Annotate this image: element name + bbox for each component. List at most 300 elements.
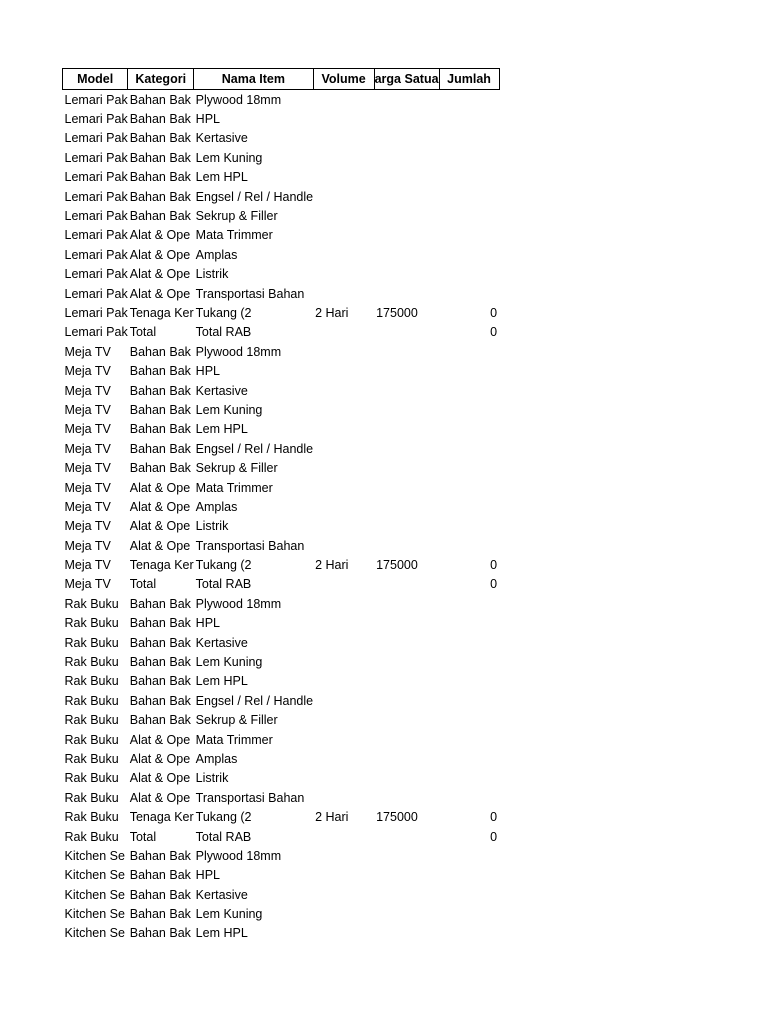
cell-kategori[interactable]: Alat & Ope — [129, 751, 191, 766]
cell-model[interactable]: Rak Buku — [64, 790, 119, 805]
cell-volume[interactable] — [313, 168, 374, 187]
cell-model[interactable]: Lemari Pak — [64, 267, 128, 282]
cell-harga-satuan[interactable]: 175000 — [376, 810, 418, 825]
cell-model[interactable]: Lemari Pak — [64, 150, 128, 165]
cell-volume[interactable] — [313, 400, 374, 419]
cell-model[interactable]: Rak Buku — [64, 732, 119, 747]
cell-volume[interactable] — [313, 536, 374, 555]
cell-volume[interactable] — [313, 846, 374, 865]
table-row — [63, 788, 500, 807]
cell-nama-item[interactable]: Listrik — [195, 267, 229, 282]
cell-jumlah[interactable]: 0 — [490, 829, 498, 844]
cell-volume[interactable] — [313, 691, 374, 710]
cell-kategori[interactable]: Bahan Bak — [129, 92, 191, 107]
cell-volume[interactable] — [313, 265, 374, 284]
cell-nama-item[interactable]: HPL — [195, 112, 220, 127]
cell-jumlah[interactable]: 0 — [490, 305, 498, 320]
cell-model[interactable]: Rak Buku — [64, 810, 119, 825]
cell-jumlah[interactable] — [439, 904, 499, 923]
cell-volume[interactable] — [313, 517, 374, 536]
cell-jumlah[interactable] — [439, 633, 499, 652]
cell-volume[interactable] — [313, 652, 374, 671]
cell-harga-satuan[interactable] — [374, 400, 439, 419]
cell-kategori[interactable]: Alat & Ope — [129, 228, 191, 243]
cell-kategori[interactable]: Tenaga Ker — [129, 305, 194, 320]
cell-harga-satuan[interactable] — [374, 226, 439, 245]
cell-jumlah[interactable] — [439, 536, 499, 555]
cell-harga-satuan[interactable] — [374, 846, 439, 865]
cell-kategori[interactable]: Bahan Bak — [129, 713, 191, 728]
cell-jumlah[interactable] — [439, 478, 499, 497]
cell-volume[interactable] — [313, 420, 374, 439]
cell-nama-item[interactable]: Lem HPL — [195, 674, 248, 689]
cell-nama-item[interactable]: Mata Trimmer — [195, 480, 273, 495]
cell-harga-satuan[interactable] — [374, 245, 439, 264]
cell-volume[interactable] — [313, 788, 374, 807]
cell-kategori[interactable]: Bahan Bak — [129, 189, 191, 204]
cell-nama-item[interactable]: Total RAB — [195, 829, 252, 844]
cell-model[interactable]: Kitchen Se — [64, 868, 125, 883]
cell-kategori[interactable]: Alat & Ope — [129, 519, 191, 534]
cell-jumlah[interactable]: 0 — [490, 325, 498, 340]
table-row — [63, 807, 500, 826]
cell-nama-item[interactable]: Sekrup & Filler — [195, 713, 278, 728]
cell-jumlah[interactable] — [439, 458, 499, 477]
cell-jumlah[interactable] — [439, 788, 499, 807]
cell-model[interactable]: Rak Buku — [64, 616, 119, 631]
cell-harga-satuan[interactable]: 175000 — [376, 558, 418, 573]
table-row — [63, 497, 500, 516]
cell-harga-satuan[interactable] — [374, 361, 439, 380]
cell-nama-item[interactable]: Plywood 18mm — [195, 92, 282, 107]
cell-kategori[interactable]: Bahan Bak — [129, 209, 191, 224]
cell-kategori[interactable]: Alat & Ope — [129, 732, 191, 747]
cell-kategori[interactable]: Total — [129, 577, 157, 592]
table-row — [63, 691, 500, 710]
cell-harga-satuan[interactable] — [374, 885, 439, 904]
cell-jumlah[interactable] — [439, 342, 499, 361]
table-row — [63, 575, 500, 594]
cell-nama-item[interactable]: Plywood 18mm — [195, 344, 282, 359]
cell-nama-item[interactable]: Lem HPL — [195, 422, 248, 437]
cell-jumlah[interactable] — [439, 361, 499, 380]
cell-jumlah[interactable] — [439, 594, 499, 613]
header-nama-item: Nama Item — [194, 69, 313, 90]
cell-volume[interactable] — [313, 866, 374, 885]
cell-model[interactable]: Lemari Pak — [64, 112, 128, 127]
cell-model[interactable]: Rak Buku — [64, 771, 119, 786]
cell-harga-satuan[interactable] — [374, 575, 439, 594]
cell-kategori[interactable]: Total — [129, 829, 157, 844]
cell-jumlah[interactable] — [439, 691, 499, 710]
table-row — [63, 555, 500, 574]
table-row — [63, 536, 500, 555]
table-row — [63, 439, 500, 458]
cell-volume[interactable] — [313, 187, 374, 206]
cell-volume[interactable] — [313, 633, 374, 652]
cell-model[interactable]: Rak Buku — [64, 713, 119, 728]
cell-nama-item[interactable]: Lem Kuning — [195, 655, 263, 670]
cell-kategori[interactable]: Bahan Bak — [129, 422, 191, 437]
cell-jumlah[interactable] — [439, 129, 499, 148]
cell-harga-satuan[interactable] — [374, 420, 439, 439]
cell-harga-satuan[interactable] — [374, 749, 439, 768]
cell-nama-item[interactable]: Engsel / Rel / Handle — [195, 441, 314, 456]
cell-nama-item[interactable]: Engsel / Rel / Handle — [195, 693, 314, 708]
cell-volume[interactable] — [313, 711, 374, 730]
cell-harga-satuan[interactable] — [374, 866, 439, 885]
table-row — [63, 420, 500, 439]
cell-kategori[interactable]: Tenaga Ker — [129, 810, 194, 825]
cell-jumlah[interactable] — [439, 245, 499, 264]
cell-model[interactable]: Rak Buku — [64, 596, 119, 611]
cell-jumlah[interactable] — [439, 265, 499, 284]
cell-volume[interactable] — [313, 226, 374, 245]
cell-harga-satuan[interactable] — [374, 594, 439, 613]
cell-model[interactable]: Rak Buku — [64, 693, 119, 708]
header-row — [63, 69, 500, 90]
cell-jumlah[interactable] — [439, 497, 499, 516]
cell-volume[interactable] — [313, 730, 374, 749]
table-row — [63, 478, 500, 497]
cell-harga-satuan[interactable] — [374, 827, 439, 846]
cell-kategori[interactable]: Bahan Bak — [129, 364, 191, 379]
cell-kategori[interactable]: Alat & Ope — [129, 480, 191, 495]
cell-volume[interactable] — [313, 439, 374, 458]
cell-kategori[interactable]: Bahan Bak — [129, 926, 191, 941]
cell-harga-satuan[interactable] — [374, 284, 439, 303]
cell-model[interactable]: Lemari Pak — [64, 131, 128, 146]
cell-harga-satuan[interactable] — [374, 711, 439, 730]
cell-volume[interactable] — [313, 478, 374, 497]
cell-volume[interactable] — [313, 109, 374, 128]
cell-volume[interactable] — [313, 342, 374, 361]
cell-kategori[interactable]: Alat & Ope — [129, 790, 191, 805]
cell-jumlah[interactable] — [439, 284, 499, 303]
cell-model[interactable]: Lemari Pak — [64, 170, 128, 185]
header-harga-satuan: arga Satua — [374, 69, 439, 90]
cell-harga-satuan[interactable] — [374, 769, 439, 788]
table-row — [63, 206, 500, 225]
cell-volume[interactable] — [313, 148, 374, 167]
cell-nama-item[interactable]: Lem Kuning — [195, 150, 263, 165]
cell-nama-item[interactable]: Lem Kuning — [195, 402, 263, 417]
cell-jumlah[interactable] — [439, 924, 499, 943]
cell-nama-item[interactable]: Amplas — [195, 751, 238, 766]
cell-volume[interactable]: 2 Hari — [315, 810, 349, 825]
cell-model[interactable]: Meja TV — [64, 441, 111, 456]
cell-harga-satuan[interactable] — [374, 672, 439, 691]
cell-kategori[interactable]: Bahan Bak — [129, 383, 191, 398]
cell-jumlah[interactable] — [439, 420, 499, 439]
table-row — [63, 885, 500, 904]
cell-nama-item[interactable]: Kertasive — [195, 887, 248, 902]
cell-harga-satuan[interactable] — [374, 129, 439, 148]
cell-jumlah[interactable] — [439, 730, 499, 749]
cell-nama-item[interactable]: Lem HPL — [195, 170, 248, 185]
table-row — [63, 749, 500, 768]
cell-kategori[interactable]: Bahan Bak — [129, 655, 191, 670]
cell-harga-satuan[interactable] — [374, 148, 439, 167]
cell-harga-satuan[interactable] — [374, 439, 439, 458]
cell-nama-item[interactable]: Plywood 18mm — [195, 596, 282, 611]
cell-harga-satuan[interactable] — [374, 614, 439, 633]
cell-volume[interactable] — [313, 497, 374, 516]
cell-nama-item[interactable]: Lem HPL — [195, 926, 248, 941]
cell-nama-item[interactable]: Tukang (2 — [195, 558, 252, 573]
cell-model[interactable]: Meja TV — [64, 383, 111, 398]
cell-volume[interactable] — [313, 924, 374, 943]
cell-jumlah[interactable] — [439, 400, 499, 419]
cell-nama-item[interactable]: Kertasive — [195, 131, 248, 146]
cell-model[interactable]: Meja TV — [64, 422, 111, 437]
cell-model[interactable]: Meja TV — [64, 480, 111, 495]
table-row — [63, 342, 500, 361]
cell-model[interactable]: Lemari Pak — [64, 228, 128, 243]
cell-volume[interactable] — [313, 827, 374, 846]
cell-volume[interactable] — [313, 206, 374, 225]
cell-harga-satuan[interactable] — [374, 788, 439, 807]
cell-volume[interactable] — [313, 90, 374, 110]
cell-nama-item[interactable]: Sekrup & Filler — [195, 461, 278, 476]
cell-nama-item[interactable]: Sekrup & Filler — [195, 209, 278, 224]
cell-model[interactable]: Kitchen Se — [64, 907, 125, 922]
cell-model[interactable]: Kitchen Se — [64, 926, 125, 941]
cell-volume[interactable] — [313, 361, 374, 380]
cell-harga-satuan[interactable] — [374, 265, 439, 284]
cell-jumlah[interactable] — [439, 381, 499, 400]
cell-harga-satuan[interactable] — [374, 730, 439, 749]
cell-kategori[interactable]: Bahan Bak — [129, 150, 191, 165]
cell-harga-satuan[interactable] — [374, 517, 439, 536]
cell-harga-satuan[interactable] — [374, 458, 439, 477]
cell-jumlah[interactable] — [439, 168, 499, 187]
cell-harga-satuan[interactable] — [374, 206, 439, 225]
cell-model[interactable]: Rak Buku — [64, 674, 119, 689]
cell-jumlah[interactable]: 0 — [490, 810, 498, 825]
cell-model[interactable]: Lemari Pak — [64, 209, 128, 224]
cell-kategori[interactable]: Tenaga Ker — [129, 558, 194, 573]
cell-kategori[interactable]: Bahan Bak — [129, 635, 191, 650]
table-row — [63, 245, 500, 264]
cell-kategori[interactable]: Bahan Bak — [129, 402, 191, 417]
cell-kategori[interactable]: Bahan Bak — [129, 112, 191, 127]
cell-model[interactable]: Lemari Pak — [64, 325, 128, 340]
cell-volume[interactable] — [313, 885, 374, 904]
cell-harga-satuan[interactable] — [374, 633, 439, 652]
cell-volume[interactable] — [313, 575, 374, 594]
cell-jumlah[interactable] — [439, 187, 499, 206]
cell-nama-item[interactable]: Total RAB — [195, 577, 252, 592]
cell-nama-item[interactable]: Amplas — [195, 247, 238, 262]
cell-nama-item[interactable]: HPL — [195, 364, 220, 379]
cell-jumlah[interactable] — [439, 109, 499, 128]
cell-jumlah[interactable]: 0 — [490, 577, 498, 592]
cell-harga-satuan[interactable] — [374, 187, 439, 206]
cell-nama-item[interactable]: Plywood 18mm — [195, 848, 282, 863]
cell-model[interactable]: Meja TV — [64, 577, 111, 592]
cell-kategori[interactable]: Bahan Bak — [129, 868, 191, 883]
cell-model[interactable]: Kitchen Se — [64, 848, 125, 863]
table-row — [63, 284, 500, 303]
cell-harga-satuan[interactable] — [374, 536, 439, 555]
cell-harga-satuan[interactable] — [374, 342, 439, 361]
cell-harga-satuan[interactable] — [374, 904, 439, 923]
cell-jumlah[interactable] — [439, 226, 499, 245]
cell-kategori[interactable]: Alat & Ope — [129, 499, 191, 514]
cell-kategori[interactable]: Bahan Bak — [129, 693, 191, 708]
cell-jumlah[interactable] — [439, 517, 499, 536]
table-row — [63, 672, 500, 691]
cell-jumlah[interactable] — [439, 885, 499, 904]
cell-model[interactable]: Meja TV — [64, 499, 111, 514]
header-kategori: Kategori — [128, 69, 194, 90]
cell-kategori[interactable]: Bahan Bak — [129, 131, 191, 146]
cell-kategori[interactable]: Bahan Bak — [129, 441, 191, 456]
cell-harga-satuan[interactable] — [374, 652, 439, 671]
cell-nama-item[interactable]: Listrik — [195, 771, 229, 786]
cell-kategori[interactable]: Total — [129, 325, 157, 340]
cell-nama-item[interactable]: Engsel / Rel / Handle — [195, 189, 314, 204]
cell-model[interactable]: Meja TV — [64, 402, 111, 417]
cell-model[interactable]: Meja TV — [64, 558, 111, 573]
cell-jumlah[interactable]: 0 — [490, 558, 498, 573]
cell-volume[interactable] — [313, 458, 374, 477]
cell-jumlah[interactable] — [439, 652, 499, 671]
cell-jumlah[interactable] — [439, 439, 499, 458]
cell-jumlah[interactable] — [439, 711, 499, 730]
cell-kategori[interactable]: Bahan Bak — [129, 461, 191, 476]
spreadsheet — [62, 68, 500, 943]
table-body — [63, 90, 500, 944]
cell-jumlah[interactable] — [439, 866, 499, 885]
cell-kategori[interactable]: Bahan Bak — [129, 674, 191, 689]
cell-kategori[interactable]: Bahan Bak — [129, 616, 191, 631]
cell-harga-satuan[interactable] — [374, 168, 439, 187]
cell-harga-satuan[interactable] — [374, 691, 439, 710]
cell-harga-satuan[interactable] — [374, 109, 439, 128]
table-row — [63, 652, 500, 671]
table-row — [63, 187, 500, 206]
cell-volume[interactable] — [313, 245, 374, 264]
cell-jumlah[interactable] — [439, 90, 499, 110]
cell-nama-item[interactable]: Kertasive — [195, 383, 248, 398]
cell-volume[interactable] — [313, 749, 374, 768]
cell-nama-item[interactable]: Listrik — [195, 519, 229, 534]
cell-volume[interactable] — [313, 284, 374, 303]
cell-kategori[interactable]: Bahan Bak — [129, 907, 191, 922]
cell-kategori[interactable]: Alat & Ope — [129, 247, 191, 262]
cell-model[interactable]: Rak Buku — [64, 829, 119, 844]
cell-volume[interactable] — [313, 381, 374, 400]
table-row — [63, 226, 500, 245]
cell-jumlah[interactable] — [439, 148, 499, 167]
cell-kategori[interactable]: Bahan Bak — [129, 170, 191, 185]
cell-model[interactable]: Meja TV — [64, 519, 111, 534]
cell-jumlah[interactable] — [439, 749, 499, 768]
cell-nama-item[interactable]: Tukang (2 — [195, 810, 252, 825]
table-row — [63, 614, 500, 633]
cell-nama-item[interactable]: Mata Trimmer — [195, 732, 273, 747]
cell-volume[interactable] — [313, 594, 374, 613]
cell-model[interactable]: Meja TV — [64, 461, 111, 476]
cell-model[interactable]: Rak Buku — [64, 655, 119, 670]
cell-nama-item[interactable]: Total RAB — [195, 325, 252, 340]
cell-model[interactable]: Meja TV — [64, 538, 111, 553]
cell-volume[interactable] — [313, 323, 374, 342]
cell-nama-item[interactable]: Mata Trimmer — [195, 228, 273, 243]
cell-nama-item[interactable]: Tukang (2 — [195, 305, 252, 320]
cell-model[interactable]: Rak Buku — [64, 751, 119, 766]
cell-nama-item[interactable]: HPL — [195, 868, 220, 883]
cell-nama-item[interactable]: Transportasi Bahan — [195, 286, 305, 301]
table-row — [63, 769, 500, 788]
cell-harga-satuan[interactable] — [374, 478, 439, 497]
cell-model[interactable]: Lemari Pak — [64, 286, 128, 301]
cell-kategori[interactable]: Bahan Bak — [129, 887, 191, 902]
cell-kategori[interactable]: Bahan Bak — [129, 596, 191, 611]
table-row — [63, 381, 500, 400]
cell-harga-satuan[interactable]: 175000 — [376, 305, 418, 320]
cell-kategori[interactable]: Alat & Ope — [129, 286, 191, 301]
cell-volume[interactable]: 2 Hari — [315, 305, 349, 320]
cell-harga-satuan[interactable] — [374, 497, 439, 516]
cell-nama-item[interactable]: Transportasi Bahan — [195, 790, 305, 805]
table-row — [63, 827, 500, 846]
cell-jumlah[interactable] — [439, 206, 499, 225]
cell-nama-item[interactable]: Transportasi Bahan — [195, 538, 305, 553]
table-row — [63, 129, 500, 148]
header-model: Model — [63, 69, 128, 90]
cell-kategori[interactable]: Bahan Bak — [129, 848, 191, 863]
cell-volume[interactable] — [313, 769, 374, 788]
cell-nama-item[interactable]: Lem Kuning — [195, 907, 263, 922]
cell-jumlah[interactable] — [439, 614, 499, 633]
cell-kategori[interactable]: Alat & Ope — [129, 771, 191, 786]
table-row — [63, 90, 500, 110]
header-volume: Volume — [313, 69, 374, 90]
cell-model[interactable]: Lemari Pak — [64, 189, 128, 204]
cell-volume[interactable] — [313, 614, 374, 633]
cell-volume[interactable] — [313, 129, 374, 148]
cell-volume[interactable]: 2 Hari — [315, 558, 349, 573]
cell-kategori[interactable]: Bahan Bak — [129, 344, 191, 359]
cell-volume[interactable] — [313, 904, 374, 923]
table-row — [63, 517, 500, 536]
cell-nama-item[interactable]: HPL — [195, 616, 220, 631]
cell-jumlah[interactable] — [439, 672, 499, 691]
cell-nama-item[interactable]: Amplas — [195, 499, 238, 514]
cell-harga-satuan[interactable] — [374, 90, 439, 110]
cell-kategori[interactable]: Alat & Ope — [129, 267, 191, 282]
cell-kategori[interactable]: Alat & Ope — [129, 538, 191, 553]
table-row — [63, 633, 500, 652]
cell-nama-item[interactable]: Kertasive — [195, 635, 248, 650]
cell-model[interactable]: Meja TV — [64, 364, 111, 379]
cell-jumlah[interactable] — [439, 846, 499, 865]
cell-model[interactable]: Lemari Pak — [64, 92, 128, 107]
cell-model[interactable]: Meja TV — [64, 344, 111, 359]
cell-harga-satuan[interactable] — [374, 381, 439, 400]
cell-jumlah[interactable] — [439, 769, 499, 788]
cell-model[interactable]: Kitchen Se — [64, 887, 125, 902]
cell-model[interactable]: Lemari Pak — [64, 305, 128, 320]
cell-model[interactable]: Lemari Pak — [64, 247, 128, 262]
cell-model[interactable]: Rak Buku — [64, 635, 119, 650]
cell-volume[interactable] — [313, 672, 374, 691]
cell-harga-satuan[interactable] — [374, 924, 439, 943]
cell-harga-satuan[interactable] — [374, 323, 439, 342]
